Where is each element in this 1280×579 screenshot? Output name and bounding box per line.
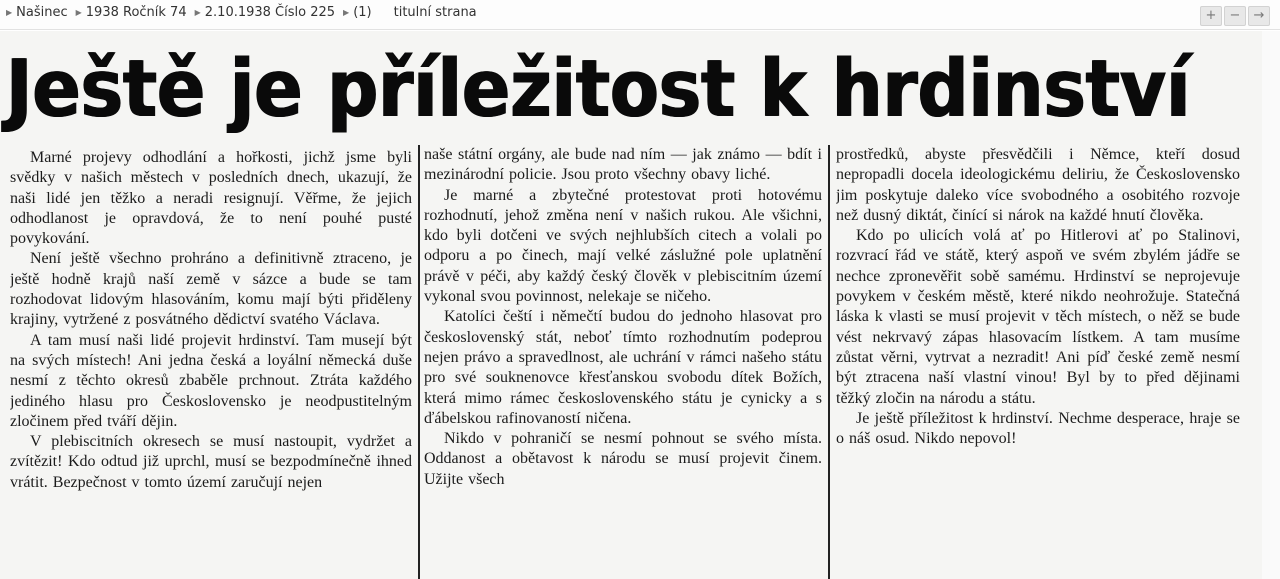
- paragraph: Je marné a zbytečné protestovat proti hotovému rozhodnutí, jehož změna není v našich rukou. Ale všichni, kdo byli dotčeni ve svých nejhlubších citech a volali po odporu a po činech, mají velké záslužné pole uplatnění právě v péči, aby každý český člověk v plebiscitním území vykonal svou povinnost, nelekaje se ničeho.: [424, 186, 822, 306]
- triangle-right-icon: ▶: [6, 8, 13, 17]
- column-rule: [828, 145, 830, 579]
- paragraph: Je ještě příležitost k hrdinství. Nechme desperace, hraje se o náš osud. Nikdo nepovol!: [836, 409, 1240, 448]
- paragraph: Katolíci čeští i němečtí budou do jednoho hlasovat pro československý stát, neboť tímto rozhodnutím podeprou nejen právo a spravedlnost, ale uchrání v rámci našeho státu pro své souknenovce křesťanskou svobodu dítek Božích, která mimo rámec československého státu je cynicky a s ďábelskou rafinovaností ničena.: [424, 308, 822, 427]
- paragraph: A tam musí naši lidé projevit hrdinství. Tam musejí být na svých místech! Ani jedna česká a loyální německá duše nesmí z těchto okresů zbaběle prchnout. Ztráta každého jediného hlasu pro Československo je neodpustitelným zločinem před tváří dějin.: [10, 331, 412, 430]
- breadcrumb-item-year[interactable]: [76, 5, 187, 20]
- viewer-margin: [1262, 31, 1280, 579]
- zoom-in-button[interactable]: +: [1200, 6, 1222, 26]
- page-label: titulní strana: [393, 5, 477, 20]
- column-rule: [418, 145, 420, 579]
- article-column-1: [10, 148, 412, 579]
- newspaper-scan[interactable]: [0, 31, 1262, 579]
- paragraph: Nikdo v pohraničí se nesmí pohnout se svého místa. Oddanost a obětavost k národu se musí projevit činem. Užijte všech: [424, 430, 822, 488]
- paragraph: Kdo po ulicích volá ať po Hitlerovi ať po Stalinovi, rozvrací řád ve státě, který aspoň ve svém zbylém jádře se nechce zpronevěřit sobě samému. Hrdinství se neprojevuje povykem v českém městě, které nikdo neohrožuje. Statečná láska k vlasti se musí projevit v těch místech, o něž se bude vést nekrvavý zápas hlasovacím lístkem. A tam musíme zůstat věrni, vytrvat a nezradit! Ani píď české země nesmí být ztracena naší vlastní vinou! Byl by to před dějinami těžký zločin na národu a státu.: [836, 227, 1240, 407]
- triangle-right-icon: ▶: [75, 8, 82, 17]
- paragraph: Není ještě všechno prohráno a definitivně ztraceno, je ještě hodně krajů naší země v sázce a bude se tam rozhodovat lidovým hlasováním, komu mají býti přiděleny krajiny, vytržené z posvátného dědictví svatého Václava.: [10, 250, 412, 329]
- navigation-bar: [0, 0, 1280, 30]
- fit-width-button[interactable]: →: [1248, 6, 1270, 26]
- breadcrumb-label: 1938 Ročník 74: [85, 5, 187, 20]
- article-column-3: [836, 145, 1240, 579]
- zoom-out-button[interactable]: −: [1224, 6, 1246, 26]
- article-column-2: [424, 145, 822, 579]
- triangle-right-icon: ▶: [343, 8, 350, 17]
- breadcrumb: [6, 5, 485, 20]
- paragraph: prostředků, abyste přesvědčili i Němce, kteří dosud nepropadli docela ideologickému deliriu, že Československo jim poskytuje daleko více svobodného a osobitého rozvoje než dusný diktát, činící si nárok na každé hnutí člověka.: [836, 146, 1240, 224]
- breadcrumb-label: (1): [353, 5, 372, 20]
- breadcrumb-label: 2.10.1938 Číslo 225: [204, 5, 336, 20]
- paragraph: V plebiscitních okresech se musí nastoupit, vydržet a zvítězit! Kdo odtud již uprchl, musí se bezpodmínečně ihned vrátit. Bezpečnost v tomto území zaručují nejen: [10, 433, 412, 491]
- zoom-controls: [1198, 6, 1270, 26]
- breadcrumb-item-issue[interactable]: [195, 5, 335, 20]
- breadcrumb-item-periodical[interactable]: [6, 5, 68, 20]
- paragraph: Marné projevy odhodlání a hořkosti, jichž jsme byli svědky v našich městech v posledních dnech, ukazují, že naši lidé jen těžko a neradi resignují. Věřme, že jejich odhodlanost je opravdová, že to není pouhé pusté povykování.: [10, 149, 412, 248]
- triangle-right-icon: ▶: [194, 8, 201, 17]
- breadcrumb-item-page[interactable]: [343, 5, 372, 20]
- paragraph: naše státní orgány, ale bude nad ním — jak známo — bdít i mezinárodní policie. Jsou proto všechny obavy liché.: [424, 146, 822, 184]
- breadcrumb-label: Našinec: [16, 5, 68, 20]
- article-headline: Ještě je příležitost k hrdinství: [6, 43, 1191, 135]
